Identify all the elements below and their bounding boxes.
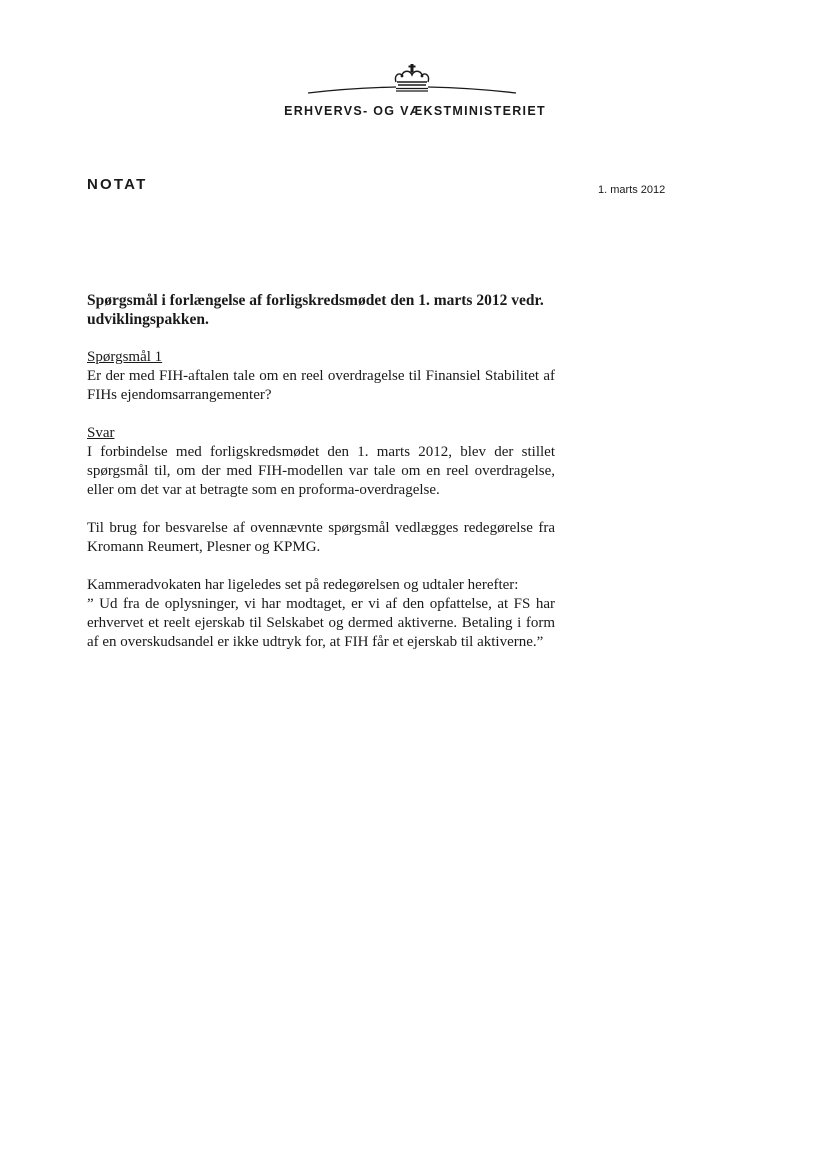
- kammeradvokat-quote: ” Ud fra de oplysninger, vi har modtaget, er vi af den opfattelse, at FS har erhvervet et reelt ejerskab til Selskabet og dermed aktiverne. Betaling i form af en overskudsandel er ikke udtryk for, at FIH får et ejerskab til aktiverne.”: [87, 596, 555, 650]
- ministry-name: ERHVERVS- OG VÆKSTMINISTERIET: [284, 104, 546, 118]
- document-title: Spørgsmål i forlængelse af forligskredsmødet den 1. marts 2012 vedr. udviklingspakken.: [87, 292, 544, 328]
- kammeradvokat-intro: Kammeradvokaten har ligeledes set på redegørelsen og udtaler herefter:: [87, 577, 519, 593]
- attachment-paragraph: Til brug for besvarelse af ovennævnte spørgsmål vedlægges redegørelse fra Kromann Reumert, Plesner og KPMG.: [87, 520, 555, 555]
- answer-heading: Svar: [87, 425, 115, 441]
- document-type: NOTAT: [87, 176, 148, 193]
- question-heading: Spørgsmål 1: [87, 349, 163, 365]
- ministry-logo: [300, 60, 530, 130]
- royal-crown-icon: [300, 60, 530, 104]
- question-text: Er der med FIH-aftalen tale om en reel overdragelse til Finansiel Stabilitet af FIHs ejendomsarrangementer?: [87, 368, 555, 403]
- document-body: [87, 291, 555, 671]
- answer-text: I forbindelse med forligskredsmødet den 1. marts 2012, blev der stillet spørgsmål til, om der med FIH-modellen var tale om en reel overdragelse, eller om det var at betragte som en proforma-overdragelse.: [87, 444, 555, 498]
- document-date: 1. marts 2012: [598, 184, 666, 196]
